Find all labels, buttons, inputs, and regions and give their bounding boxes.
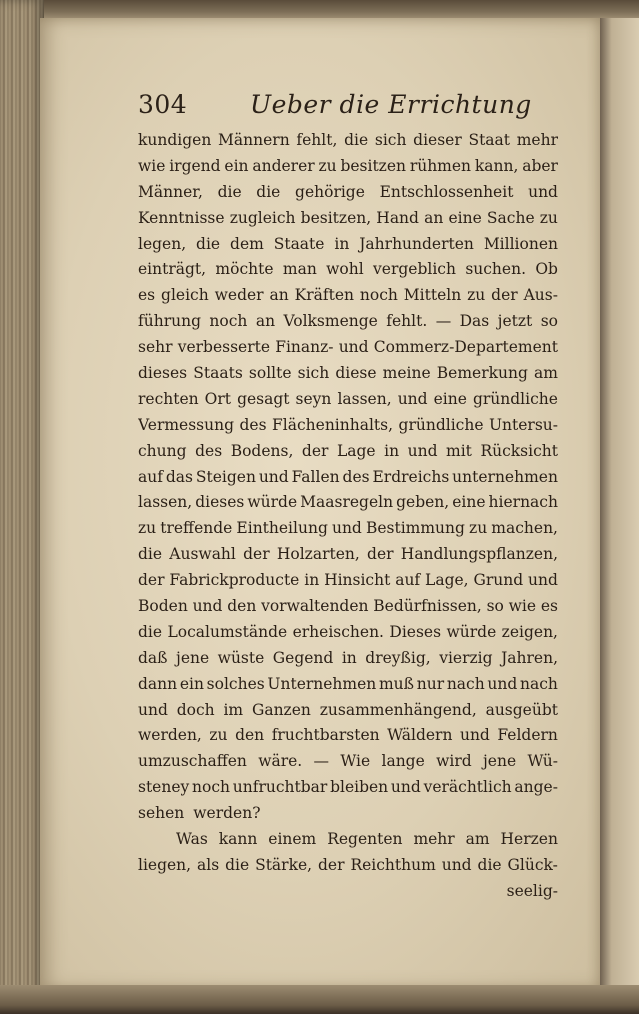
text-line: Was kann einem Regenten mehr am Herzen bbox=[176, 830, 558, 849]
text-line: Vermessung des Flächeninhalts, gründliche Untersu- bbox=[138, 415, 558, 434]
book-spine bbox=[0, 0, 44, 1014]
text-line: chung des Bodens, der Lage in und mit Rücksicht bbox=[138, 441, 558, 460]
text-line: Kenntnisse zugleich besitzen, Hand an eine Sache zu bbox=[138, 208, 558, 227]
text-line: auf das Steigen und Fallen des Erdreichs unternehmen bbox=[138, 467, 558, 486]
text-line: zu treffende Eintheilung und Bestimmung zu machen, bbox=[138, 519, 558, 538]
text-line: daß jene wüste Gegend in dreyßig, vierzig Jahren, bbox=[138, 648, 558, 667]
running-head: Ueber die Errichtung bbox=[250, 90, 532, 119]
text-line: es gleich weder an Kräften noch Mitteln zu der Aus- bbox=[138, 286, 558, 305]
text-line: und doch im Ganzen zusammenhängend, ausgeübt bbox=[138, 700, 558, 719]
book-bottom-edge bbox=[0, 985, 639, 1014]
text-line: steney noch unfruchtbar bleiben und verächtlich ange- bbox=[138, 778, 558, 797]
text-line: Boden und den vorwaltenden Bedürfnissen, so wie es bbox=[138, 597, 558, 616]
text-line: die Localumstände erheischen. Dieses würde zeigen, bbox=[138, 622, 558, 641]
catchword: seelig- bbox=[506, 881, 558, 900]
text-line: Männer, die die gehörige Entschlossenheit und bbox=[138, 182, 558, 201]
body-text bbox=[138, 128, 558, 905]
text-line: der Fabrickproducte in Hinsicht auf Lage, Grund und bbox=[138, 571, 558, 590]
text-line: sehr verbesserte Finanz- und Commerz-Departement bbox=[138, 338, 558, 357]
text-line: dann ein solches Unternehmen muß nur nach und nach bbox=[138, 674, 558, 693]
text-line: umzuschaffen wäre. — Wie lange wird jene Wü- bbox=[138, 752, 558, 771]
text-line: rechten Ort gesagt seyn lassen, und eine gründliche bbox=[138, 389, 558, 408]
page-number: 304 bbox=[138, 90, 188, 119]
text-line: liegen, als die Stärke, der Reichthum und die Glück- bbox=[138, 855, 558, 874]
text-line: sehen werden? bbox=[138, 804, 261, 823]
text-line: lassen, dieses würde Maasregeln geben, eine hiernach bbox=[138, 493, 558, 512]
text-line: einträgt, möchte man wohl vergeblich suchen. Ob bbox=[138, 260, 558, 279]
text-line: legen, die dem Staate in Jahrhunderten Millionen bbox=[138, 234, 558, 253]
text-line: dieses Staats sollte sich diese meine Bemerkung am bbox=[138, 364, 558, 383]
book-top-edge bbox=[0, 0, 639, 20]
facing-page-edge bbox=[600, 18, 639, 990]
text-line: die Auswahl der Holzarten, der Handlungspflanzen, bbox=[138, 545, 558, 564]
text-line: führung noch an Volksmenge fehlt. — Das jetzt so bbox=[138, 312, 558, 331]
text-line: werden, zu den fruchtbarsten Wäldern und Feldern bbox=[138, 726, 558, 745]
text-line: kundigen Männern fehlt, die sich dieser Staat mehr bbox=[138, 131, 558, 149]
page-header bbox=[138, 88, 558, 128]
text-line: wie irgend ein anderer zu besitzen rühmen kann, aber bbox=[138, 156, 558, 175]
